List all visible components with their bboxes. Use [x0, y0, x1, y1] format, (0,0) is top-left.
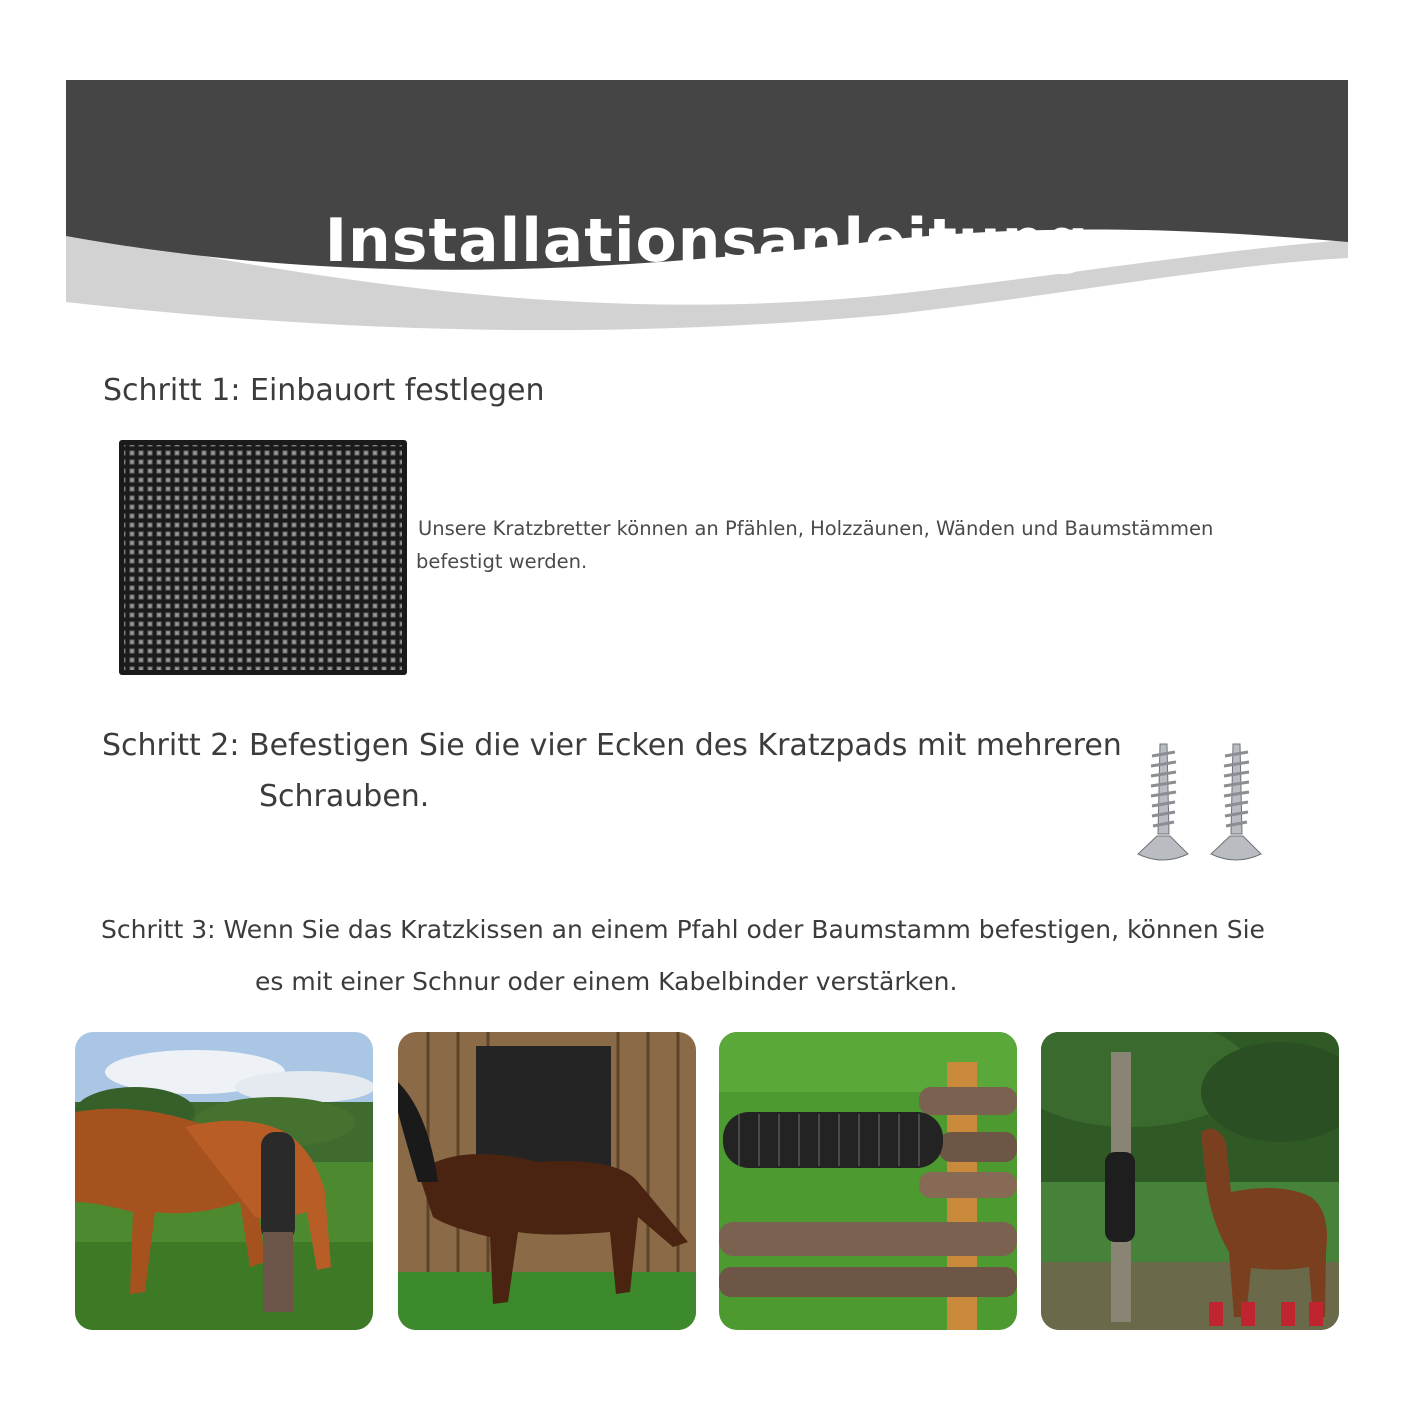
step1-description — [416, 512, 1236, 578]
header-banner — [66, 80, 1348, 336]
photo-pad-on-fence — [719, 1032, 1017, 1330]
step3-heading — [101, 904, 1341, 1008]
step1-description-line1: Unsere Kratzbretter können an Pfählen, Holzzäunen, Wänden und Baumstämmen — [418, 517, 1214, 540]
step3-heading-line1: Schritt 3: Wenn Sie das Kratzkissen an einem Pfahl oder Baumstamm befestigen, können Sie — [101, 915, 1265, 944]
step2-heading-line1: Schritt 2: Befestigen Sie die vier Ecken des Kratzpads mit mehreren — [102, 728, 1122, 763]
scratch-pad-image — [119, 440, 407, 675]
step2-heading-line2: Schrauben. — [259, 779, 430, 814]
screws-icon — [1130, 742, 1270, 868]
step1-description-line2: befestigt werden. — [416, 550, 588, 573]
step3-heading-line2: es mit einer Schnur oder einem Kabelbinder verstärken. — [255, 967, 958, 996]
photo-horses-grazing — [75, 1032, 373, 1330]
photo-horse-by-tree — [1041, 1032, 1339, 1330]
step2-heading — [102, 720, 1142, 822]
page-title: Installationsanleitung — [324, 206, 1090, 276]
photo-horse-at-barn-wall — [398, 1032, 696, 1330]
step1-heading: Schritt 1: Einbauort festlegen — [103, 373, 545, 408]
